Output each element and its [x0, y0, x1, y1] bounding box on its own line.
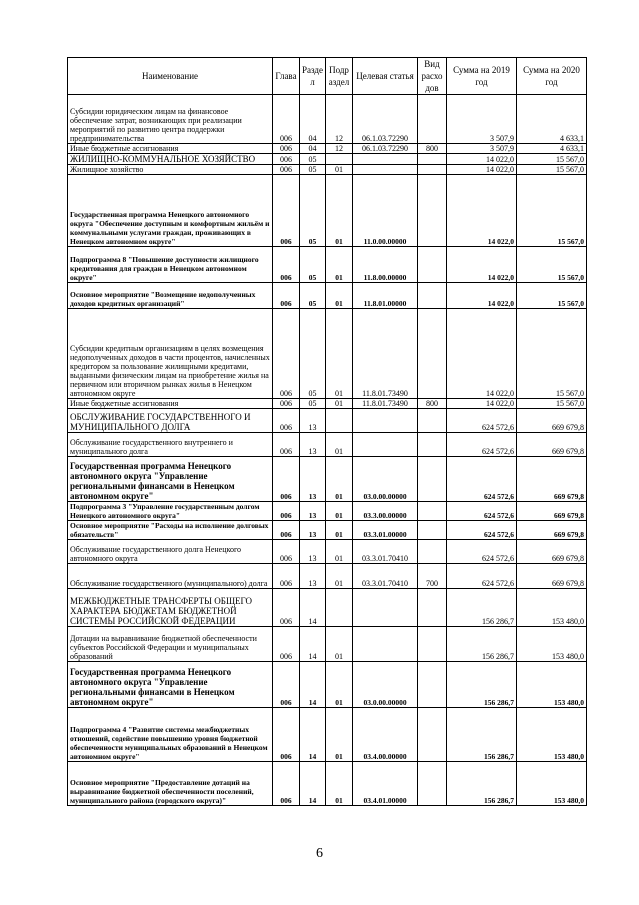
cell-name: Основное мероприятие "Расходы на исполнение долговых обязательств"	[68, 521, 273, 540]
header-vid: Вид расхо дов	[418, 58, 447, 95]
cell-podrazdel: 01	[326, 283, 353, 309]
cell-name: МЕЖБЮДЖЕТНЫЕ ТРАНСФЕРТЫ ОБЩЕГО ХАРАКТЕРА БЮДЖЕТАМ БЮДЖЕТНОЙ СИСТЕМЫ РОССИЙСКОЙ ФЕДЕРАЦИИ	[68, 589, 273, 627]
cell-sum2019: 624 572,6	[447, 409, 517, 433]
cell-glava: 006	[273, 708, 300, 762]
table-row	[68, 309, 587, 399]
cell-razdel: 05	[300, 175, 326, 247]
cell-vid	[418, 457, 447, 502]
cell-podrazdel: 01	[326, 165, 353, 175]
table-row	[68, 165, 587, 175]
cell-glava: 006	[273, 627, 300, 662]
cell-name: Субсидии кредитным организациям в целях возмещения недополученных доходов в части процентов, начисленных кредитором за пользование жилищными кредитами, выданными физическим лицам на приобретение жилья на первичном или вторичном рынках жилья в Ненецком автономном округе	[68, 309, 273, 399]
table-row	[68, 95, 587, 144]
cell-target: 03.3.01.70410	[353, 564, 418, 589]
cell-vid	[418, 708, 447, 762]
cell-name: Государственная программа Ненецкого автономного округа "Управление региональными финансами в Ненецком автономном округе"	[68, 662, 273, 708]
cell-vid	[418, 283, 447, 309]
cell-target: 03.4.01.00000	[353, 762, 418, 806]
cell-glava: 006	[273, 457, 300, 502]
cell-vid: 800	[418, 144, 447, 154]
header-row	[68, 58, 587, 95]
cell-sum2019: 14 022,0	[447, 309, 517, 399]
table-row	[68, 283, 587, 309]
cell-glava: 006	[273, 502, 300, 521]
cell-vid	[418, 540, 447, 564]
cell-sum2019: 14 022,0	[447, 399, 517, 409]
cell-razdel: 05	[300, 309, 326, 399]
cell-target: 03.0.00.00000	[353, 457, 418, 502]
cell-glava: 006	[273, 165, 300, 175]
cell-razdel: 14	[300, 662, 326, 708]
cell-target	[353, 154, 418, 165]
table-row	[68, 589, 587, 627]
cell-name: Подпрограмма 3 "Управление государственным долгом Ненецкого автономного округа"	[68, 502, 273, 521]
header-glava: Глава	[273, 58, 300, 95]
cell-name: Основное мероприятие "Возмещение недополученных доходов кредитных организаций"	[68, 283, 273, 309]
cell-sum2020: 153 480,0	[517, 708, 587, 762]
cell-podrazdel	[326, 589, 353, 627]
cell-sum2020: 669 679,8	[517, 540, 587, 564]
cell-sum2019: 14 022,0	[447, 247, 517, 283]
table-row	[68, 175, 587, 247]
page-number: 6	[316, 846, 323, 861]
cell-glava: 006	[273, 662, 300, 708]
cell-sum2019: 624 572,6	[447, 502, 517, 521]
table-row	[68, 708, 587, 762]
cell-razdel: 13	[300, 564, 326, 589]
cell-target: 06.1.03.72290	[353, 95, 418, 144]
cell-sum2020: 153 480,0	[517, 662, 587, 708]
table-row	[68, 457, 587, 502]
cell-sum2020: 15 567,0	[517, 283, 587, 309]
cell-sum2020: 153 480,0	[517, 627, 587, 662]
cell-sum2019: 14 022,0	[447, 175, 517, 247]
cell-target: 11.8.00.00000	[353, 247, 418, 283]
table-row	[68, 154, 587, 165]
cell-podrazdel: 01	[326, 564, 353, 589]
cell-target: 03.0.00.00000	[353, 662, 418, 708]
cell-podrazdel: 01	[326, 762, 353, 806]
table-row	[68, 399, 587, 409]
cell-sum2019: 156 286,7	[447, 708, 517, 762]
table-row	[68, 433, 587, 457]
cell-sum2020: 15 567,0	[517, 175, 587, 247]
cell-sum2019: 624 572,6	[447, 540, 517, 564]
table-row	[68, 564, 587, 589]
cell-podrazdel: 01	[326, 247, 353, 283]
cell-vid	[418, 95, 447, 144]
table-row	[68, 627, 587, 662]
cell-vid	[418, 409, 447, 433]
cell-sum2020: 4 633,1	[517, 144, 587, 154]
cell-target: 03.4.00.00000	[353, 708, 418, 762]
cell-podrazdel: 01	[326, 457, 353, 502]
cell-sum2019: 624 572,6	[447, 433, 517, 457]
cell-sum2019: 156 286,7	[447, 589, 517, 627]
cell-sum2019: 14 022,0	[447, 165, 517, 175]
cell-name: Обслуживание государственного внутреннего и муниципального долга	[68, 433, 273, 457]
cell-name: Обслуживание государственного (муниципального) долга	[68, 564, 273, 589]
cell-razdel: 05	[300, 247, 326, 283]
table-row	[68, 662, 587, 708]
cell-razdel: 05	[300, 399, 326, 409]
cell-razdel: 14	[300, 589, 326, 627]
cell-sum2019: 156 286,7	[447, 762, 517, 806]
cell-razdel: 13	[300, 502, 326, 521]
cell-sum2019: 14 022,0	[447, 283, 517, 309]
table-row	[68, 502, 587, 521]
cell-razdel: 13	[300, 457, 326, 502]
cell-sum2019: 3 507,9	[447, 144, 517, 154]
cell-vid	[418, 589, 447, 627]
cell-razdel: 13	[300, 521, 326, 540]
cell-glava: 006	[273, 409, 300, 433]
cell-vid	[418, 175, 447, 247]
cell-razdel: 13	[300, 433, 326, 457]
cell-glava: 006	[273, 154, 300, 165]
cell-glava: 006	[273, 540, 300, 564]
cell-name: Иные бюджетные ассигнования	[68, 399, 273, 409]
cell-name: Подпрограмма 8 "Повышение доступности жилищного кредитования для граждан в Ненецком автономном округе"	[68, 247, 273, 283]
cell-sum2020: 669 679,8	[517, 502, 587, 521]
cell-razdel: 05	[300, 165, 326, 175]
cell-target: 03.3.00.00000	[353, 502, 418, 521]
cell-sum2020: 669 679,8	[517, 564, 587, 589]
cell-vid	[418, 154, 447, 165]
cell-glava: 006	[273, 762, 300, 806]
cell-sum2020: 15 567,0	[517, 309, 587, 399]
cell-podrazdel: 01	[326, 175, 353, 247]
cell-vid	[418, 521, 447, 540]
cell-glava: 006	[273, 399, 300, 409]
cell-razdel: 13	[300, 540, 326, 564]
cell-podrazdel: 01	[326, 540, 353, 564]
table-body	[68, 95, 587, 806]
cell-sum2019: 624 572,6	[447, 521, 517, 540]
cell-name: Дотации на выравнивание бюджетной обеспеченности субъектов Российской Федерации и муниципальных образований	[68, 627, 273, 662]
cell-target	[353, 165, 418, 175]
cell-podrazdel	[326, 154, 353, 165]
cell-sum2019: 156 286,7	[447, 627, 517, 662]
cell-razdel: 04	[300, 95, 326, 144]
cell-sum2020: 4 633,1	[517, 95, 587, 144]
cell-glava: 006	[273, 564, 300, 589]
cell-podrazdel: 01	[326, 708, 353, 762]
cell-podrazdel: 01	[326, 309, 353, 399]
cell-podrazdel: 12	[326, 144, 353, 154]
cell-sum2020: 15 567,0	[517, 247, 587, 283]
cell-sum2020: 153 480,0	[517, 762, 587, 806]
cell-name: Иные бюджетные ассигнования	[68, 144, 273, 154]
cell-vid	[418, 165, 447, 175]
cell-podrazdel: 01	[326, 433, 353, 457]
cell-razdel: 14	[300, 708, 326, 762]
cell-glava: 006	[273, 433, 300, 457]
cell-sum2020: 669 679,8	[517, 433, 587, 457]
cell-target	[353, 589, 418, 627]
header-target: Целевая статья	[353, 58, 418, 95]
cell-name: ОБСЛУЖИВАНИЕ ГОСУДАРСТВЕННОГО И МУНИЦИПАЛЬНОГО ДОЛГА	[68, 409, 273, 433]
cell-target: 11.8.01.73490	[353, 399, 418, 409]
cell-target: 06.1.03.72290	[353, 144, 418, 154]
cell-podrazdel: 01	[326, 662, 353, 708]
cell-sum2020: 153 480,0	[517, 589, 587, 627]
header-razdel: Разде л	[300, 58, 326, 95]
cell-name: Субсидии юридическим лицам на финансовое обеспечение затрат, возникающих при реализации мероприятий по развитию центра поддержки предпринимательства	[68, 95, 273, 144]
cell-glava: 006	[273, 247, 300, 283]
cell-glava: 006	[273, 521, 300, 540]
cell-sum2019: 624 572,6	[447, 457, 517, 502]
cell-vid	[418, 433, 447, 457]
cell-sum2019: 624 572,6	[447, 564, 517, 589]
cell-name: Обслуживание государственного долга Ненецкого автономного округа	[68, 540, 273, 564]
cell-vid: 800	[418, 399, 447, 409]
cell-podrazdel: 01	[326, 502, 353, 521]
cell-razdel: 13	[300, 409, 326, 433]
cell-name: Жилищное хозяйство	[68, 165, 273, 175]
cell-podrazdel: 01	[326, 627, 353, 662]
cell-razdel: 14	[300, 627, 326, 662]
table-row	[68, 144, 587, 154]
cell-sum2019: 3 507,9	[447, 95, 517, 144]
cell-podrazdel	[326, 409, 353, 433]
cell-sum2020: 15 567,0	[517, 165, 587, 175]
cell-target: 11.0.00.00000	[353, 175, 418, 247]
cell-glava: 006	[273, 589, 300, 627]
cell-vid	[418, 662, 447, 708]
cell-podrazdel: 01	[326, 521, 353, 540]
cell-vid	[418, 247, 447, 283]
cell-sum2020: 15 567,0	[517, 399, 587, 409]
cell-target	[353, 409, 418, 433]
header-name: Наименование	[68, 58, 273, 95]
cell-razdel: 05	[300, 154, 326, 165]
cell-vid	[418, 627, 447, 662]
cell-vid: 700	[418, 564, 447, 589]
cell-razdel: 14	[300, 762, 326, 806]
cell-glava: 006	[273, 175, 300, 247]
cell-glava: 006	[273, 309, 300, 399]
cell-glava: 006	[273, 283, 300, 309]
cell-razdel: 05	[300, 283, 326, 309]
cell-sum2019: 14 022,0	[447, 154, 517, 165]
header-sum2019: Сумма на 2019 год	[447, 58, 517, 95]
cell-target: 11.8.01.73490	[353, 309, 418, 399]
cell-glava: 006	[273, 95, 300, 144]
cell-sum2020: 669 679,8	[517, 457, 587, 502]
table-row	[68, 409, 587, 433]
cell-vid	[418, 502, 447, 521]
cell-target: 03.3.01.00000	[353, 521, 418, 540]
cell-target: 03.3.01.70410	[353, 540, 418, 564]
cell-vid	[418, 309, 447, 399]
cell-sum2020: 669 679,8	[517, 409, 587, 433]
cell-razdel: 04	[300, 144, 326, 154]
cell-name: Государственная программа Ненецкого автономного округа "Управление региональными финансами в Ненецком автономном округе"	[68, 457, 273, 502]
cell-podrazdel: 01	[326, 399, 353, 409]
cell-sum2020: 669 679,8	[517, 521, 587, 540]
cell-podrazdel: 12	[326, 95, 353, 144]
table-row	[68, 247, 587, 283]
cell-sum2019: 156 286,7	[447, 662, 517, 708]
cell-name: ЖИЛИЩНО-КОММУНАЛЬНОЕ ХОЗЯЙСТВО	[68, 154, 273, 165]
cell-target: 11.8.01.00000	[353, 283, 418, 309]
cell-name: Подпрограмма 4 "Развитие системы межбюджетных отношений, содействие повышению уровня бюджетной обеспеченности муниципальных образований в Ненецком автономном округе"	[68, 708, 273, 762]
header-podrazdel: Подр аздел	[326, 58, 353, 95]
header-sum2020: Сумма на 2020 год	[517, 58, 587, 95]
cell-name: Основное мероприятие "Предоставление дотаций на выравнивание бюджетной обеспеченности поселений, муниципального района (городского округа)"	[68, 762, 273, 806]
cell-sum2020: 15 567,0	[517, 154, 587, 165]
table-row	[68, 540, 587, 564]
cell-vid	[418, 762, 447, 806]
cell-name: Государственная программа Ненецкого автономного округа "Обеспечение доступным и комфортным жильём и коммунальными услугами граждан, проживающих в Ненецком автономном округе"	[68, 175, 273, 247]
budget-table	[67, 57, 587, 806]
cell-target	[353, 627, 418, 662]
cell-glava: 006	[273, 144, 300, 154]
table-row	[68, 762, 587, 806]
cell-target	[353, 433, 418, 457]
table-row	[68, 521, 587, 540]
